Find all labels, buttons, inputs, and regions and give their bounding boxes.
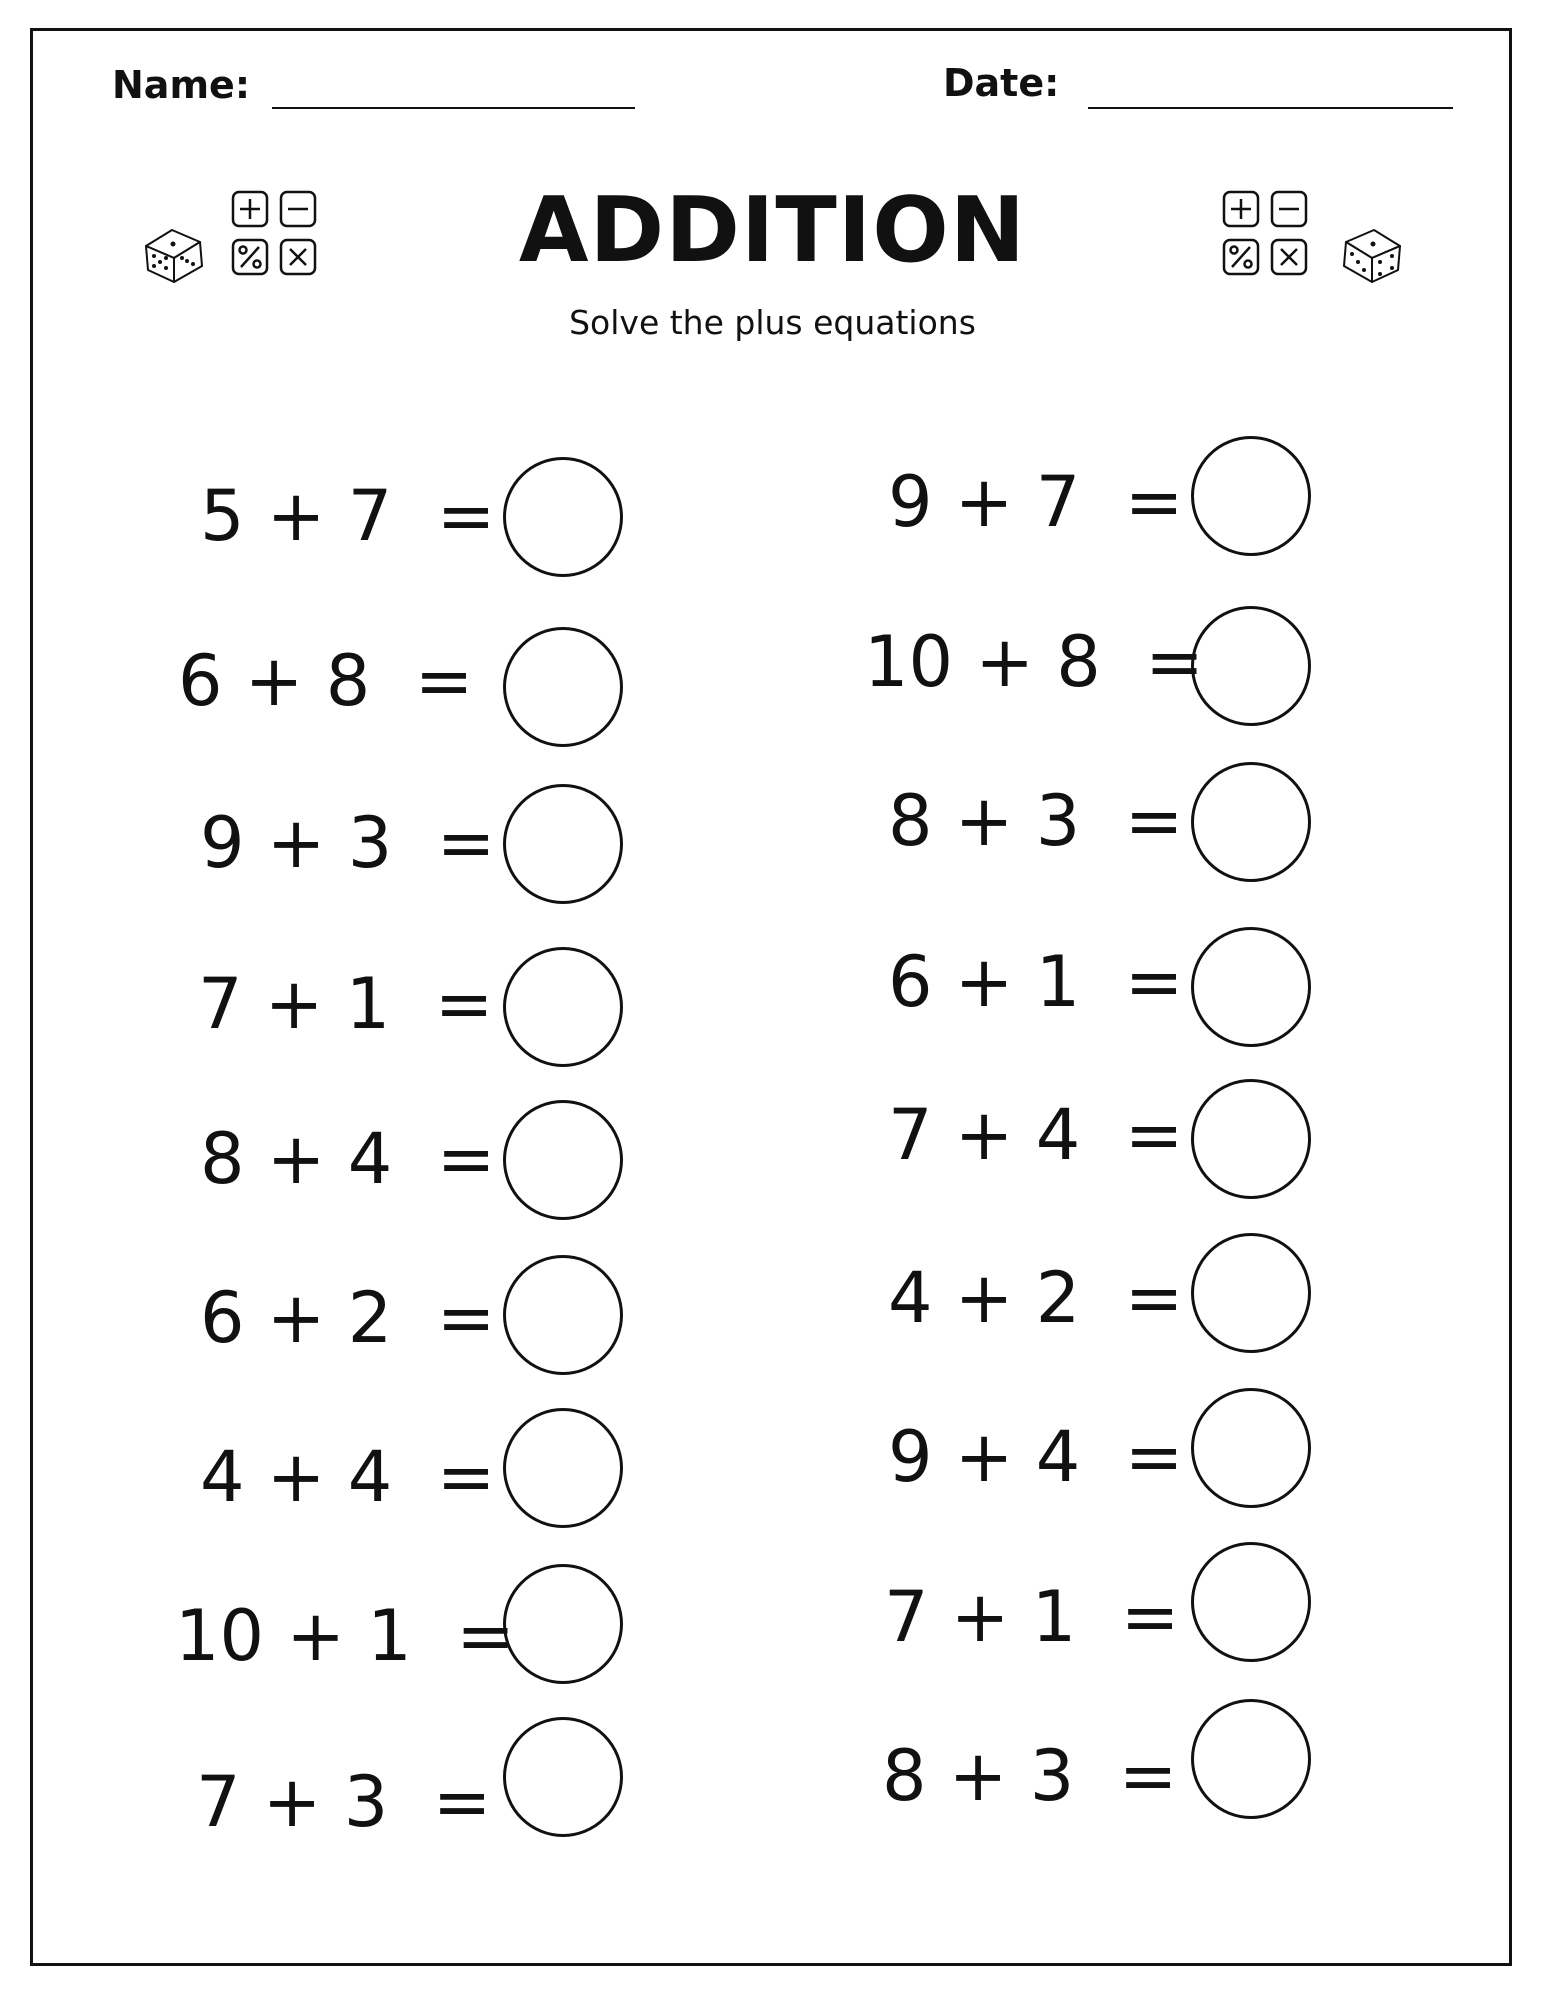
equation-left-3: 9 + 3 = [200, 802, 496, 884]
equation-right-4: 6 + 1 = [888, 941, 1184, 1023]
equation-right-1: 9 + 7 = [888, 461, 1184, 543]
answer-circle-right-4[interactable] [1191, 927, 1311, 1047]
equation-right-6: 4 + 2 = [888, 1257, 1184, 1339]
answer-circle-right-8[interactable] [1191, 1542, 1311, 1662]
answer-circle-left-5[interactable] [503, 1100, 623, 1220]
math-symbols-icon [1222, 190, 1310, 278]
answer-circle-left-3[interactable] [503, 784, 623, 904]
answer-circle-right-6[interactable] [1191, 1233, 1311, 1353]
answer-circle-left-2[interactable] [503, 627, 623, 747]
equation-left-8: 10 + 1 = [175, 1595, 515, 1677]
equation-right-9: 8 + 3 = [882, 1735, 1178, 1817]
dice-icon [142, 224, 208, 286]
answer-circle-left-4[interactable] [503, 947, 623, 1067]
equation-right-7: 9 + 4 = [888, 1416, 1184, 1498]
answer-circle-right-9[interactable] [1191, 1699, 1311, 1819]
answer-circle-left-8[interactable] [503, 1564, 623, 1684]
name-field[interactable] [272, 107, 635, 109]
equation-right-8: 7 + 1 = [884, 1576, 1180, 1658]
answer-circle-right-2[interactable] [1191, 606, 1311, 726]
answer-circle-left-1[interactable] [503, 457, 623, 577]
equation-left-5: 8 + 4 = [200, 1118, 496, 1200]
equation-left-4: 7 + 1 = [198, 963, 494, 1045]
equation-left-2: 6 + 8 = [178, 640, 474, 722]
date-label: Date: [943, 61, 1060, 105]
equation-left-1: 5 + 7 = [200, 475, 496, 557]
answer-circle-left-9[interactable] [503, 1717, 623, 1837]
equation-right-5: 7 + 4 = [888, 1094, 1184, 1176]
answer-circle-right-3[interactable] [1191, 762, 1311, 882]
equation-left-9: 7 + 3 = [196, 1761, 492, 1843]
equation-left-7: 4 + 4 = [200, 1436, 496, 1518]
dice-icon [1338, 224, 1404, 286]
page-subtitle: Solve the plus equations [569, 303, 976, 342]
math-symbols-icon [231, 190, 319, 278]
name-label: Name: [112, 63, 251, 107]
equation-left-6: 6 + 2 = [200, 1277, 496, 1359]
equation-right-3: 8 + 3 = [888, 780, 1184, 862]
answer-circle-right-1[interactable] [1191, 436, 1311, 556]
answer-circle-left-6[interactable] [503, 1255, 623, 1375]
answer-circle-right-7[interactable] [1191, 1388, 1311, 1508]
date-field[interactable] [1088, 107, 1453, 109]
page-title: ADDITION [518, 178, 1027, 283]
equation-right-2: 10 + 8 = [864, 621, 1204, 703]
answer-circle-right-5[interactable] [1191, 1079, 1311, 1199]
answer-circle-left-7[interactable] [503, 1408, 623, 1528]
